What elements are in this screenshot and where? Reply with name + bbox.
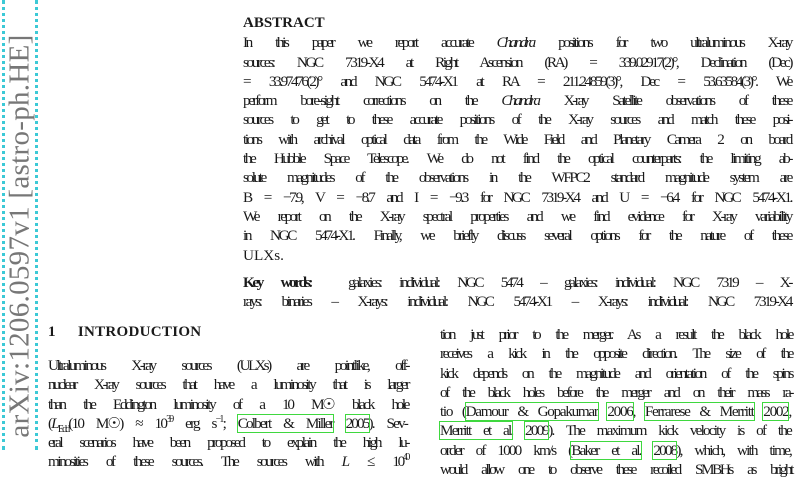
keywords: [243, 273, 791, 312]
text-span: minosities of these sources. The sources with: [48, 453, 342, 471]
citation-link[interactable]: 2008: [653, 441, 677, 459]
text-span: receives a kick in the opposite direction. The size of the: [440, 345, 792, 363]
text-line: [243, 149, 791, 168]
text-line: [243, 110, 791, 129]
section-number: 1: [48, 324, 56, 340]
citation-link[interactable]: 2005: [345, 414, 369, 432]
text-line: [243, 292, 791, 311]
text-span: of the black holes before the merger and on their mass ra-: [440, 383, 792, 401]
text-span: = 33.97476(2)° and NGC 5474-X1 at RA = 211.24859(3)°, Dec = 53.63584(3)°. We: [243, 72, 791, 90]
text-line: [243, 91, 791, 110]
text-line: [243, 72, 791, 91]
text-line: [48, 452, 408, 471]
text-span: 40: [402, 452, 408, 464]
text-span: solute magnitudes of the observations in the WFPC2 standard magnitude system are: [243, 169, 791, 187]
text-line: [440, 441, 792, 460]
text-line: [440, 460, 792, 479]
text-line: [243, 188, 791, 207]
text-line: [48, 414, 408, 433]
text-line: [243, 130, 791, 149]
text-line: [440, 383, 792, 402]
text-span: perform bore-sight corrections on the: [243, 92, 502, 110]
text-span: order of 1000 km/s (: [440, 441, 572, 459]
text-line: [48, 356, 408, 375]
text-span: [512, 422, 525, 439]
citation-link[interactable]: 2006: [607, 403, 633, 421]
citation-link[interactable]: Merritt et al.: [440, 422, 513, 440]
text-span: eral scenarios have been proposed to explain the high lu-: [48, 434, 408, 452]
text-span: rays: binaries – X-rays: individual: NGC 5474-X1 – X-rays: individual: NGC 7319-X4: [243, 293, 791, 311]
text-span: We report on the X-ray spectral properties and we find evidence for X-ray variability: [243, 207, 791, 225]
text-span: ). The maximum kick velocity is of the: [548, 422, 791, 440]
text-span: kick depends on the magnitude and orientation of the spins: [440, 364, 792, 382]
text-span: positions for two ultraluminous X-ray: [533, 34, 792, 52]
text-span: (: [48, 414, 52, 432]
text-line: [440, 325, 792, 344]
text-span: Chandra: [496, 34, 534, 52]
text-span: ULXs.: [243, 246, 284, 264]
arxiv-stamp: [2, 0, 38, 450]
text-line: [440, 421, 792, 440]
text-span: galaxies: individual: NGC 5474 – galaxies: individual: NGC 7319 – X-: [348, 273, 791, 291]
text-span: nuclear X-ray sources that have a luminosity that is larger: [48, 376, 408, 394]
keywords-label: Key words:: [243, 273, 349, 291]
text-span: [641, 442, 654, 459]
section-heading: [48, 324, 201, 341]
section-title: INTRODUCTION: [77, 324, 202, 340]
keywords-body: [243, 273, 791, 312]
text-span: erg s: [172, 414, 216, 432]
text-line: [440, 402, 792, 421]
text-span: L: [341, 453, 348, 471]
text-line: [243, 207, 791, 226]
citation-link[interactable]: Colbert & Miller: [237, 414, 333, 432]
citation-link[interactable]: Baker et al.: [571, 441, 641, 459]
text-span: ≤ 10: [347, 453, 403, 471]
text-span: L: [51, 414, 58, 432]
right-column: [440, 325, 792, 479]
text-span: sources: NGC 7319-X4 at Right Ascension (RA) = 339.02917(2)°, Declination (Dec): [243, 53, 791, 71]
text-span: tio (: [440, 403, 466, 421]
citation-link[interactable]: Damour & Gopakumar: [465, 403, 598, 421]
text-line: [243, 273, 791, 292]
text-span: [754, 403, 764, 420]
abstract: [243, 14, 791, 311]
text-span: [598, 403, 608, 420]
text-span: ;: [222, 414, 238, 432]
left-column: [48, 356, 408, 472]
text-span: Chandra: [501, 92, 539, 110]
text-span: ). Sev-: [368, 414, 407, 432]
text-line: [243, 226, 791, 245]
text-span: in NGC 5474-X1. Finally, we briefly discuss several options for the nature of these: [243, 227, 791, 245]
arxiv-identifier: arXiv:1206.0597v1 [astro-ph.HE]: [3, 34, 36, 438]
text-line: [243, 168, 791, 187]
text-span: the Hubble Space Telescope. We do not find the optical counterparts: the limiting ab-: [243, 150, 791, 168]
citation-link[interactable]: 2009: [525, 422, 549, 440]
text-span: ,: [788, 403, 791, 421]
text-line: [440, 364, 792, 383]
text-line: [440, 344, 792, 363]
text-span: would allow one to observe these recoiled SMBHs as bright: [440, 461, 792, 479]
citation-link[interactable]: Ferrarese & Merritt: [644, 403, 754, 421]
citation-link[interactable]: 2002: [763, 403, 789, 421]
text-span: [333, 415, 346, 432]
text-span: tion just prior to the merger. As a result the black hole: [440, 326, 792, 343]
abstract-heading: ABSTRACT: [243, 15, 325, 31]
text-span: In this paper we report accurate: [243, 34, 497, 52]
text-span: sources to get to these accurate positions of the X-ray sources and match these posi-: [243, 111, 791, 129]
text-line: [48, 395, 408, 414]
text-span: B = −7.9, V = −8.7 and I = −9.3 for NGC 7319-X4 and U = −6.4 for NGC 5474-X1.: [243, 188, 791, 206]
text-span: ,: [632, 403, 645, 421]
text-span: tions with archival optical data from the Wide Field and Planetary Camera 2 on board: [243, 130, 791, 148]
text-span: than the Eddington luminosity of a 10 M☉ black hole: [48, 395, 408, 413]
text-span: X-ray Satellite observations of these: [538, 92, 791, 110]
text-line: [243, 246, 791, 265]
text-span: Edd: [57, 423, 69, 435]
text-span: ), which, with time,: [676, 441, 791, 459]
text-span: −1: [215, 413, 223, 425]
text-span: 39: [166, 413, 173, 425]
text-span: (10 M☉) ≈ 10: [68, 414, 167, 432]
text-line: [243, 33, 791, 52]
text-span: Ultraluminous X-ray sources (ULXs) are pointlike, off-: [48, 357, 408, 374]
text-line: [48, 375, 408, 394]
text-line: [243, 53, 791, 72]
abstract-body: [243, 33, 791, 265]
